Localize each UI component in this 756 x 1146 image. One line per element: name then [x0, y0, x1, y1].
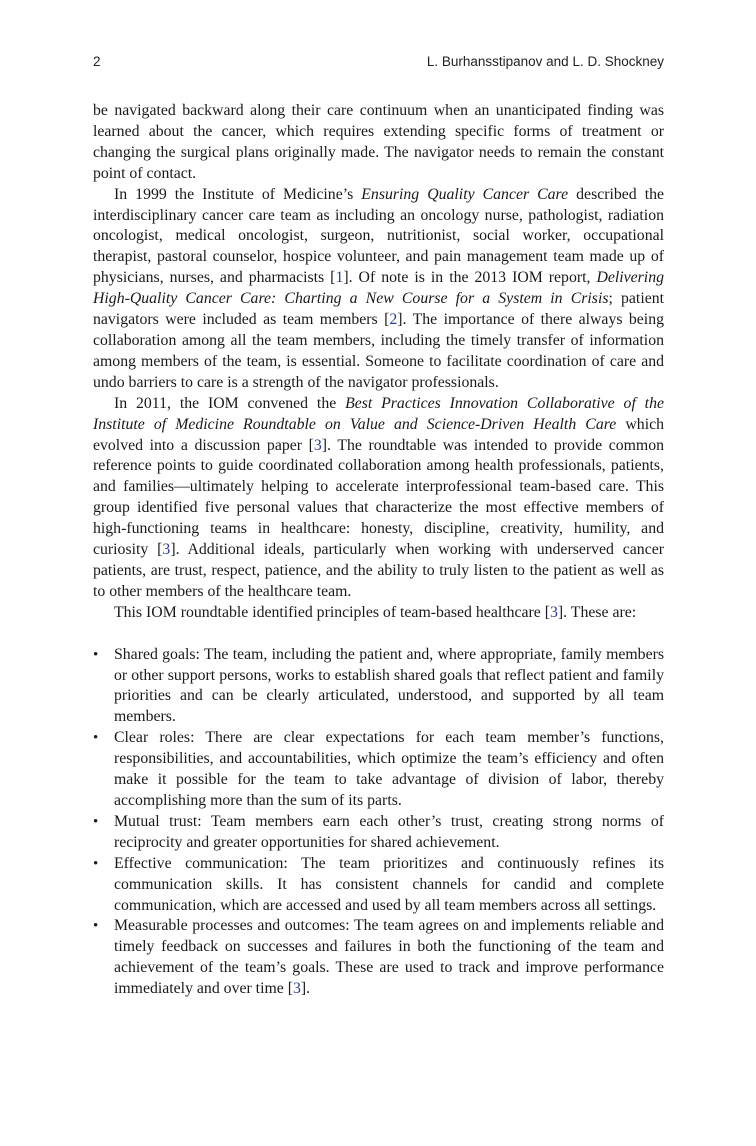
text-run: which evolved into a discussion paper [ [93, 415, 664, 454]
list-item-text [114, 646, 664, 726]
text-run: Mutual trust: Team members earn each other’s trust, creating strong norms of reciprocity and greater opportunities for shared achievement. [114, 812, 664, 851]
text-run: Clear roles: There are clear expectations for each team member’s functions, responsibilities, and accountabilities, which optimize the team’s efficiency and often make it possible for the team to take advantage of division of labor, thereby accomplishing more than the sum of its parts. [114, 729, 664, 809]
list-item-text [114, 729, 664, 809]
text-run: ]. The importance of there always being collaboration among all the team members, including the timely transfer of information among members of the team, is essential. Someone to facilitate coordination of care and undo barriers to care is a strength of the navigator professionals. [93, 311, 664, 391]
document-page [93, 54, 664, 1000]
page-number: 2 [93, 54, 101, 69]
citation-link[interactable]: 3 [162, 541, 171, 559]
text-run: ]. These are: [557, 603, 637, 621]
paragraph [93, 394, 664, 603]
list-item-text [114, 917, 664, 997]
list-item-text [114, 813, 664, 851]
text-run: ]. The roundtable was intended to provide common reference points to guide coordinated collaboration among health professionals, patients, and families—ultimately helping to accelerate interprofessional team-based care. This group identified five personal values that characterize the most effective members of high-functioning teams in healthcare: honesty, discipline, creativity, humility, and curiosity [ [93, 436, 664, 559]
paragraph [93, 185, 664, 394]
citation-link[interactable]: 3 [313, 436, 322, 454]
text-run: ; patient navigators were included as team members [ [93, 290, 665, 329]
list-item-text [114, 855, 664, 914]
text-run: In 1999 the Institute of Medicine’s [114, 185, 362, 203]
text-run: This IOM roundtable identified principles of team-based healthcare [ [114, 603, 551, 621]
bullet-icon: • [93, 646, 99, 663]
text-run: Measurable processes and outcomes: The team agrees on and implements reliable and timely feedback on successes and failures in both the functioning of the team and achievement of the team’s goals. These are used to track and improve performance immediately and over time [ [114, 917, 664, 998]
body-text [93, 101, 664, 1000]
bullet-icon: • [93, 918, 99, 935]
paragraph [93, 603, 664, 624]
citation-link[interactable]: 1 [335, 269, 344, 287]
list-item [93, 854, 664, 917]
text-run: Shared goals: The team, including the patient and, where appropriate, family members or other support persons, works to establish shared goals that reflect patient and family priorities and can be clearly articulated, understood, and supported by all team members. [114, 645, 664, 726]
text-run: ]. Additional ideals, particularly when working with underserved cancer patients, are trust, respect, patience, and the ability to truly listen to the patient as well as to other members of the healthcare team. [93, 541, 664, 600]
bullet-icon: • [93, 813, 99, 830]
bullet-icon: • [93, 730, 99, 747]
citation-link[interactable]: 3 [550, 603, 558, 621]
list-item [93, 812, 664, 854]
text-run: In 2011, the IOM convened the [114, 394, 346, 412]
text-run: described the interdisciplinary cancer care team as including an oncology nurse, pathologist, radiation oncologist, medical oncologist, surgeon, nutritionist, social worker, occupational therapist, pastoral counselor, hospice volunteer, and pain management team made up of physicians, nurses, and pharmacists [ [93, 185, 664, 287]
running-head-authors: L. Burhansstipanov and L. D. Shockney [426, 54, 664, 69]
text-run: Effective communication: The team prioritizes and continuously refines its communication skills. It has consistent channels for candid and complete communication, which are accessed and used by all team members across all settings. [114, 854, 664, 914]
list-item [93, 645, 664, 729]
list-item [93, 916, 664, 1000]
bullet-icon: • [93, 855, 99, 872]
text-run: ]. Of note is in the 2013 IOM report, [343, 269, 597, 287]
list-item [93, 728, 664, 812]
citation-link[interactable]: 2 [389, 311, 398, 329]
citation-link[interactable]: 3 [292, 980, 301, 998]
paragraph [93, 101, 664, 185]
text-run: be navigated backward along their care continuum when an unanticipated finding was learned about the cancer, which requires extending specific forms of treatment or changing the surgical plans originally made. The navigator needs to remain the constant point of contact. [93, 102, 664, 182]
italic-title: Best Practices Innovation Collaborative of the Institute of Medicine Roundtable on Value and Science-Driven Health Care [93, 394, 664, 433]
principles-list [93, 645, 664, 1000]
italic-title: Ensuring Quality Cancer Care [361, 185, 569, 203]
text-run: ]. [300, 980, 311, 998]
running-header [93, 54, 664, 76]
italic-title: Delivering High-Quality Cancer Care: Charting a New Course for a System in Crisis [93, 269, 664, 308]
